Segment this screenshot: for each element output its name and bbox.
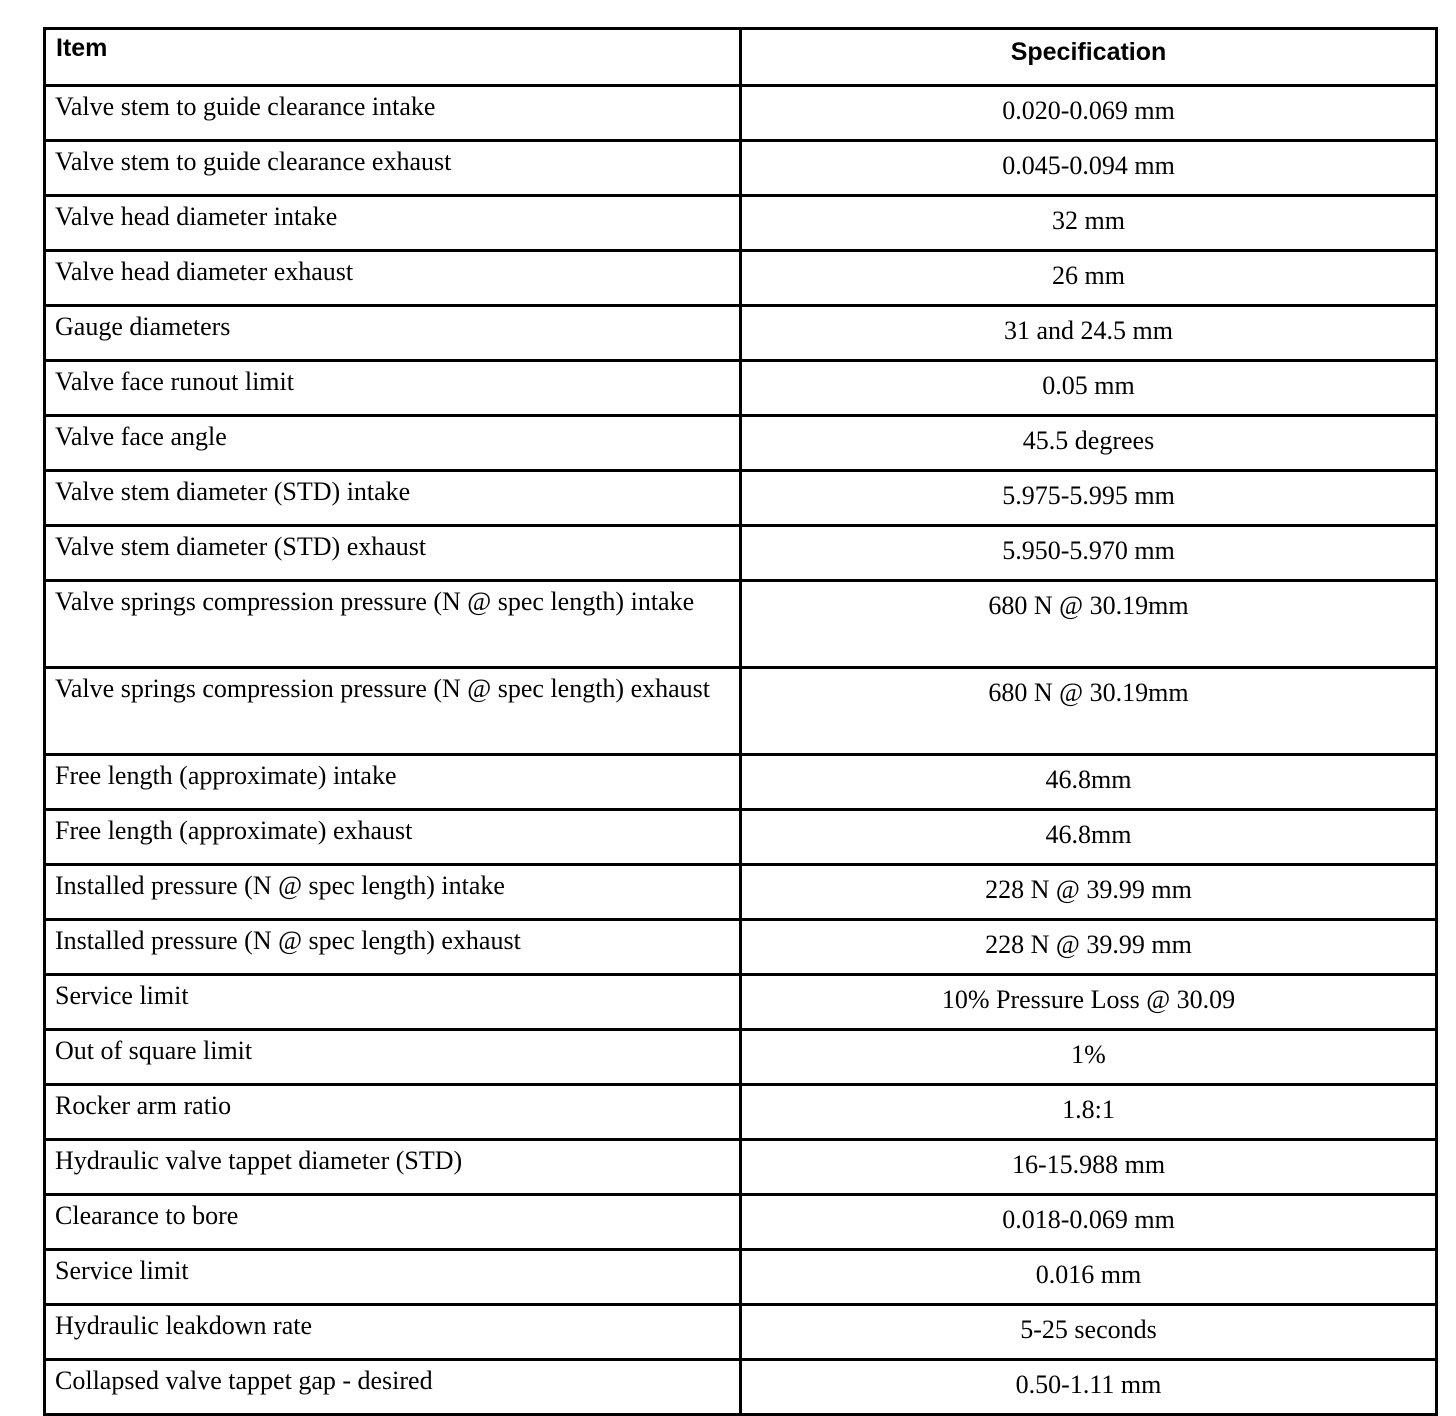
item-cell: Hydraulic leakdown rate bbox=[45, 1305, 741, 1360]
column-header-specification: Specification bbox=[741, 29, 1437, 86]
spec-cell: 46.8mm bbox=[741, 755, 1437, 810]
spec-cell: 680 N @ 30.19mm bbox=[741, 668, 1437, 755]
spec-cell: 26 mm bbox=[741, 251, 1437, 306]
item-cell: Free length (approximate) intake bbox=[45, 755, 741, 810]
spec-cell: 0.018-0.069 mm bbox=[741, 1195, 1437, 1250]
spec-cell: 680 N @ 30.19mm bbox=[741, 581, 1437, 668]
item-cell: Valve stem to guide clearance intake bbox=[45, 86, 741, 141]
table-row bbox=[45, 471, 1437, 526]
table-row bbox=[45, 810, 1437, 865]
spec-cell: 10% Pressure Loss @ 30.09 bbox=[741, 975, 1437, 1030]
table-row bbox=[45, 1140, 1437, 1195]
table-row bbox=[45, 416, 1437, 471]
spec-cell: 0.50-1.11 mm bbox=[741, 1360, 1437, 1415]
table-row bbox=[45, 1195, 1437, 1250]
spec-cell: 46.8mm bbox=[741, 810, 1437, 865]
header-row bbox=[45, 29, 1437, 86]
table-row bbox=[45, 755, 1437, 810]
spec-cell: 5-25 seconds bbox=[741, 1305, 1437, 1360]
item-cell: Gauge diameters bbox=[45, 306, 741, 361]
valve-spec-table bbox=[43, 27, 1438, 1416]
spec-cell: 31 and 24.5 mm bbox=[741, 306, 1437, 361]
item-cell: Free length (approximate) exhaust bbox=[45, 810, 741, 865]
table-row bbox=[45, 581, 1437, 668]
spec-cell: 228 N @ 39.99 mm bbox=[741, 865, 1437, 920]
item-cell: Out of square limit bbox=[45, 1030, 741, 1085]
item-cell: Rocker arm ratio bbox=[45, 1085, 741, 1140]
spec-cell: 5.975-5.995 mm bbox=[741, 471, 1437, 526]
table-row bbox=[45, 1360, 1437, 1415]
column-header-item: Item bbox=[45, 29, 741, 86]
item-cell: Installed pressure (N @ spec length) intake bbox=[45, 865, 741, 920]
table-row bbox=[45, 1030, 1437, 1085]
item-cell: Valve springs compression pressure (N @ spec length) exhaust bbox=[45, 668, 741, 755]
item-cell: Clearance to bore bbox=[45, 1195, 741, 1250]
table-row bbox=[45, 196, 1437, 251]
table-row bbox=[45, 1085, 1437, 1140]
table-row bbox=[45, 526, 1437, 581]
item-cell: Hydraulic valve tappet diameter (STD) bbox=[45, 1140, 741, 1195]
table-row bbox=[45, 668, 1437, 755]
item-cell: Installed pressure (N @ spec length) exhaust bbox=[45, 920, 741, 975]
spec-cell: 0.020-0.069 mm bbox=[741, 86, 1437, 141]
spec-cell: 32 mm bbox=[741, 196, 1437, 251]
spec-cell: 0.05 mm bbox=[741, 361, 1437, 416]
item-cell: Valve stem diameter (STD) exhaust bbox=[45, 526, 741, 581]
item-cell: Valve head diameter exhaust bbox=[45, 251, 741, 306]
item-cell: Valve stem diameter (STD) intake bbox=[45, 471, 741, 526]
table-row bbox=[45, 920, 1437, 975]
table-row bbox=[45, 865, 1437, 920]
spec-cell: 5.950-5.970 mm bbox=[741, 526, 1437, 581]
item-cell: Valve face angle bbox=[45, 416, 741, 471]
item-cell: Collapsed valve tappet gap - desired bbox=[45, 1360, 741, 1415]
spec-sheet bbox=[43, 27, 1435, 1416]
item-cell: Valve head diameter intake bbox=[45, 196, 741, 251]
spec-cell: 1% bbox=[741, 1030, 1437, 1085]
item-cell: Service limit bbox=[45, 975, 741, 1030]
item-cell: Service limit bbox=[45, 1250, 741, 1305]
spec-cell: 45.5 degrees bbox=[741, 416, 1437, 471]
table-row bbox=[45, 975, 1437, 1030]
spec-cell: 16-15.988 mm bbox=[741, 1140, 1437, 1195]
table-row bbox=[45, 141, 1437, 196]
table-row bbox=[45, 1250, 1437, 1305]
spec-cell: 228 N @ 39.99 mm bbox=[741, 920, 1437, 975]
spec-cell: 0.045-0.094 mm bbox=[741, 141, 1437, 196]
spec-cell: 0.016 mm bbox=[741, 1250, 1437, 1305]
item-cell: Valve face runout limit bbox=[45, 361, 741, 416]
table-row bbox=[45, 251, 1437, 306]
spec-cell: 1.8:1 bbox=[741, 1085, 1437, 1140]
table-row bbox=[45, 361, 1437, 416]
item-cell: Valve stem to guide clearance exhaust bbox=[45, 141, 741, 196]
item-cell: Valve springs compression pressure (N @ spec length) intake bbox=[45, 581, 741, 668]
table-row bbox=[45, 86, 1437, 141]
table-row bbox=[45, 1305, 1437, 1360]
table-row bbox=[45, 306, 1437, 361]
